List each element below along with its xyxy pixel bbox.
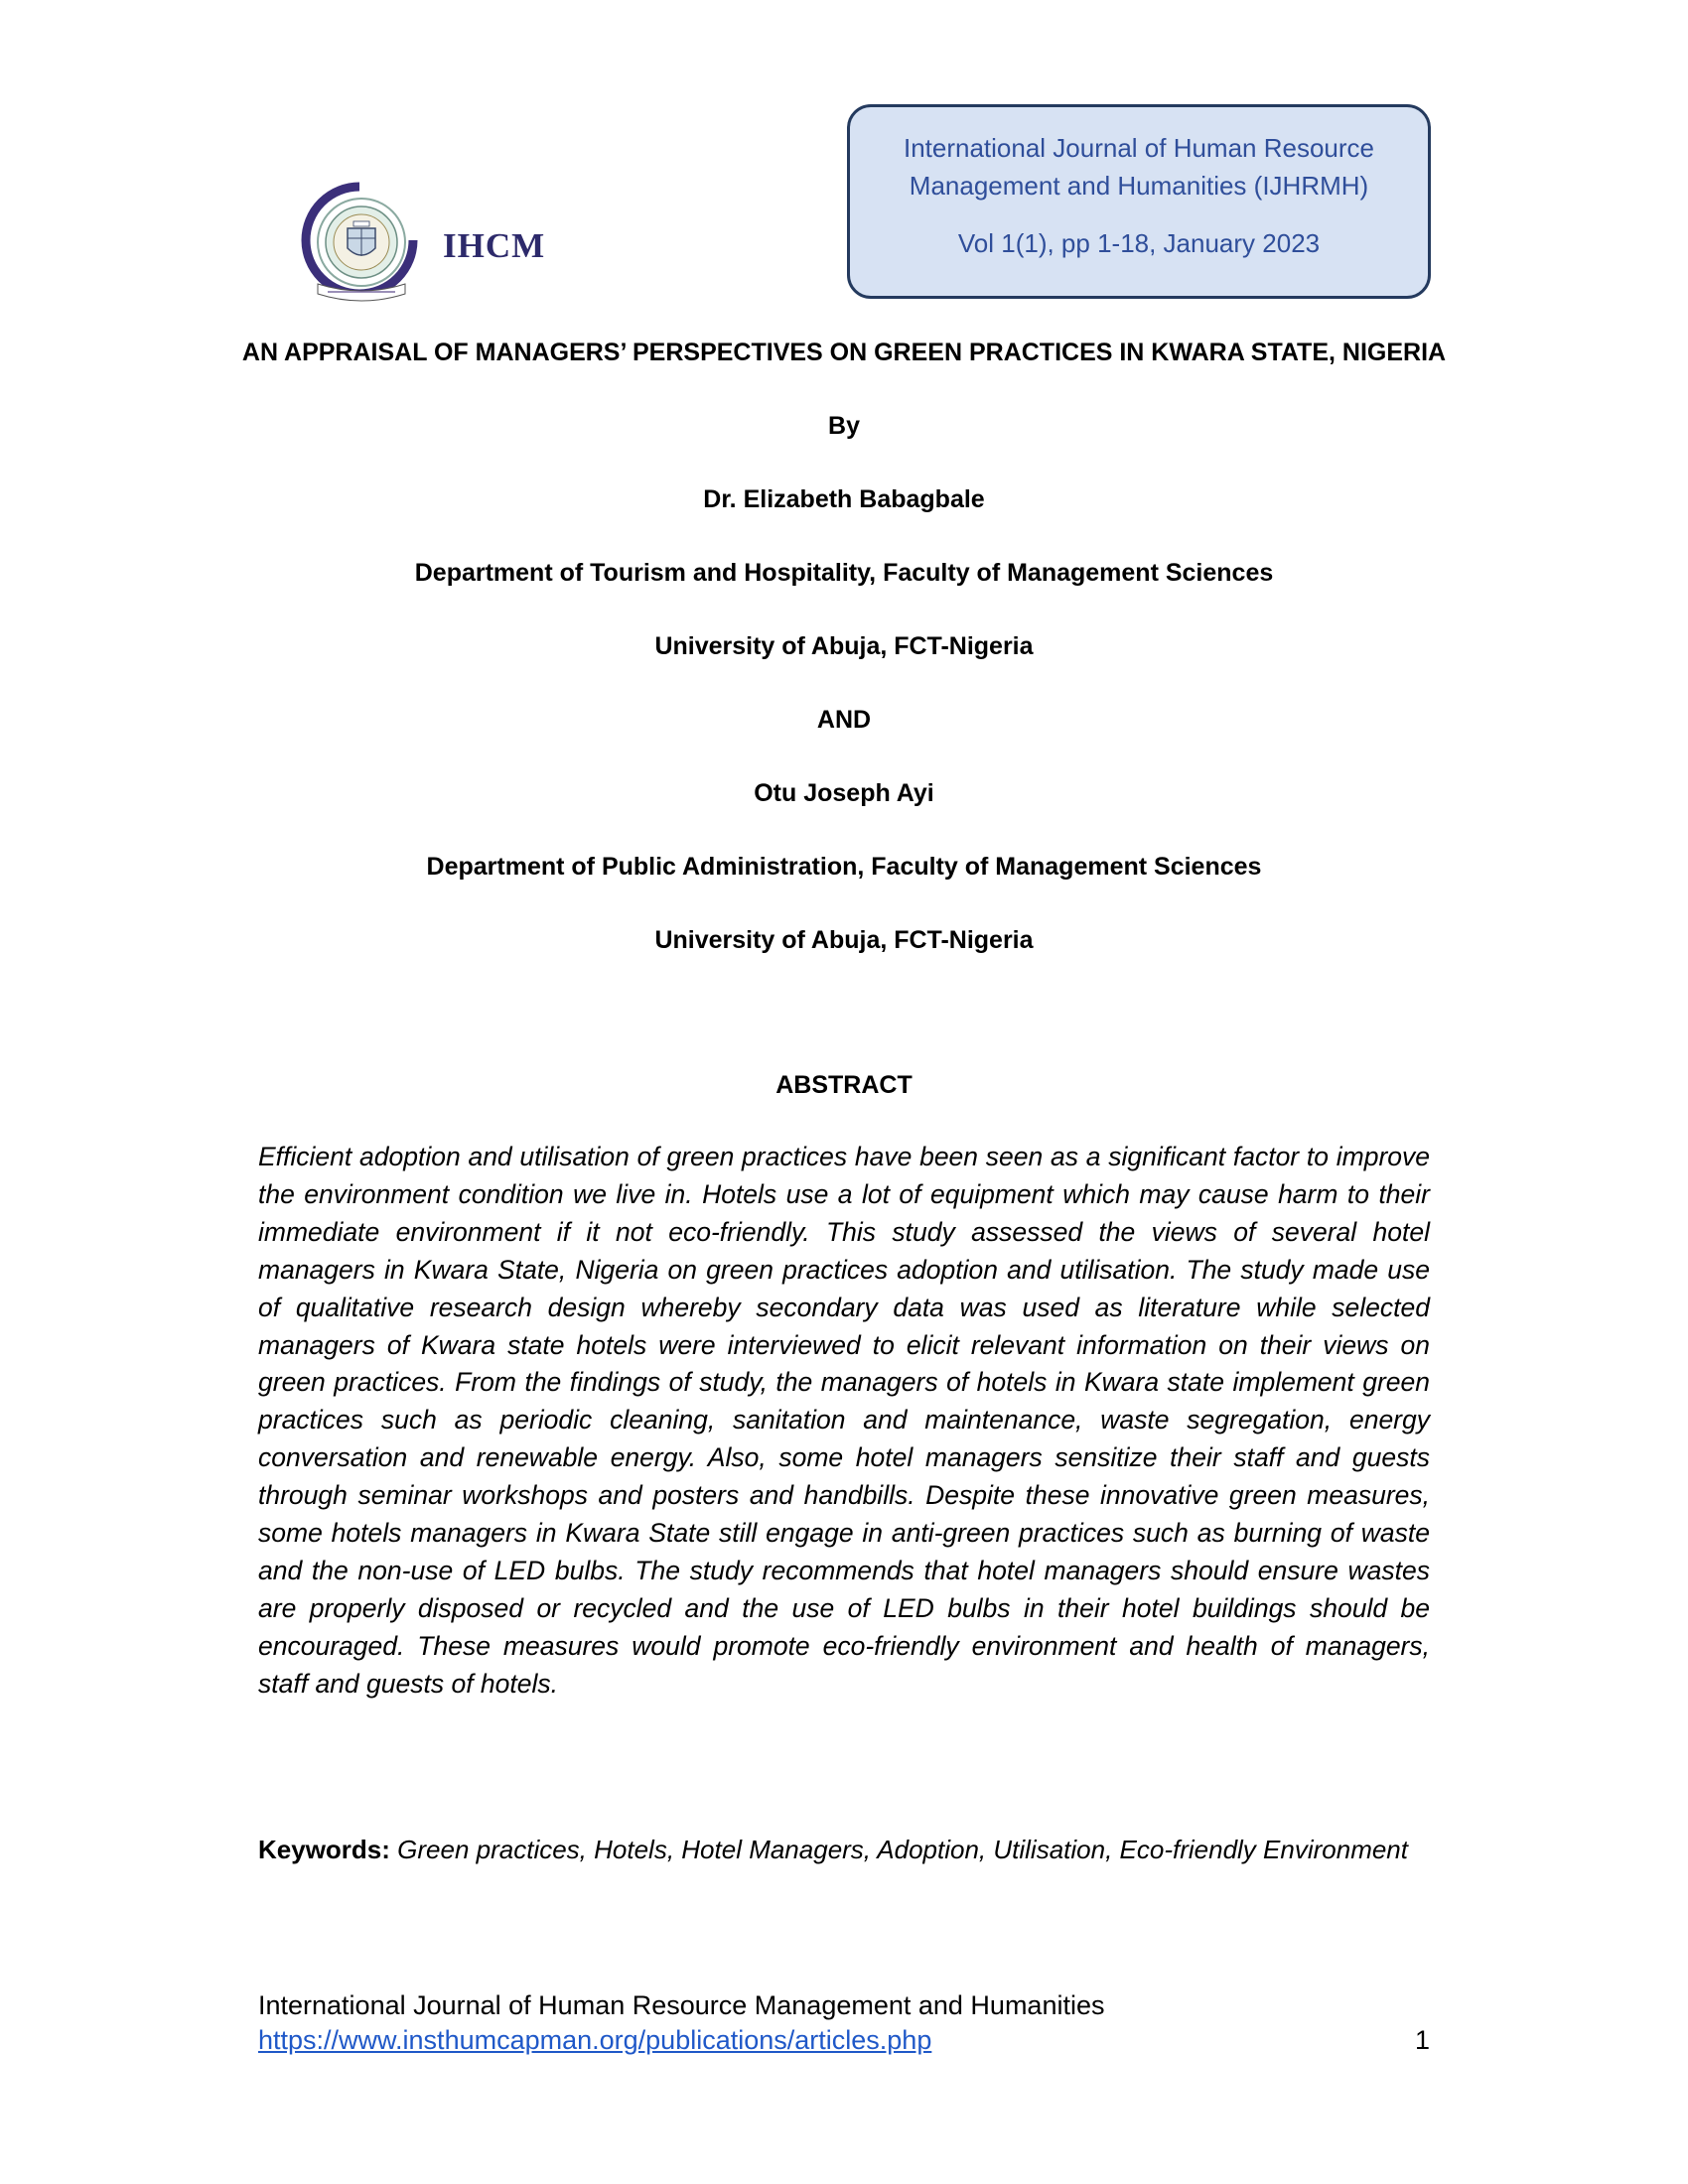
author2-university: University of Abuja, FCT-Nigeria	[654, 926, 1034, 954]
abstract-heading: ABSTRACT	[775, 1071, 913, 1099]
and-separator: AND	[816, 706, 872, 734]
author1-department: Department of Tourism and Hospitality, Faculty of Management Sciences	[414, 559, 1274, 587]
logo-text: IHCM	[443, 226, 546, 265]
keywords	[258, 1833, 1430, 1866]
page-footer	[258, 1988, 1430, 2058]
page-number: 1	[1414, 2025, 1430, 2055]
article-title: AN APPRAISAL OF MANAGERS’ PERSPECTIVES ON GREEN PRACTICES IN KWARA STATE, NIGERIA	[241, 339, 1447, 366]
author1-university: University of Abuja, FCT-Nigeria	[654, 632, 1034, 660]
journal-info-box	[847, 104, 1431, 299]
author1-name: Dr. Elizabeth Babagbale	[703, 485, 985, 513]
keywords-label: Keywords:	[258, 1835, 390, 1864]
footer-url-link[interactable]: https://www.insthumcapman.org/publications/articles.php	[258, 2025, 932, 2055]
seal-icon	[298, 181, 422, 310]
ihcm-logo-seal	[298, 181, 422, 310]
keywords-values: Green practices, Hotels, Hotel Managers, Adoption, Utilisation, Eco-friendly Environment	[397, 1835, 1408, 1864]
by-line: By	[828, 412, 860, 440]
abstract-body: Efficient adoption and utilisation of green practices have been seen as a significant factor to improve the environment condition we live in. Hotels use a lot of equipment which may cause harm to their immediate environment if it not eco-friendly. This study assessed the views of several hotel managers in Kwara State, Nigeria on green practices adoption and utilisation. The study made use of qualitative research design whereby secondary data was used as literature while selected managers of Kwara state hotels were interviewed to elicit relevant information on their views on green practices. From the findings of study, the managers of hotels in Kwara state implement green practices such as periodic cleaning, sanitation and maintenance, waste segregation, energy conversation and renewable energy. Also, some hotel managers sensitize their staff and guests through seminar workshops and posters and handbills. Despite these innovative green measures, some hotels managers in Kwara State still engage in anti-green practices such as burning of waste and the non-use of LED bulbs. The study recommends that hotel managers should ensure wastes are properly disposed or recycled and the use of LED bulbs in their hotel buildings should be encouraged. These measures would promote eco-friendly environment and health of managers, staff and guests of hotels.	[258, 1142, 1430, 1699]
journal-name-line2: Management and Humanities (IJHRMH)	[909, 171, 1369, 201]
author2-name: Otu Joseph Ayi	[754, 779, 934, 807]
author2-department: Department of Public Administration, Faculty of Management Sciences	[426, 853, 1262, 881]
journal-name-line1: International Journal of Human Resource	[903, 133, 1375, 163]
journal-volume: Vol 1(1), pp 1-18, January 2023	[957, 228, 1321, 258]
footer-journal-name: International Journal of Human Resource Management and Humanities	[258, 1990, 1105, 2020]
